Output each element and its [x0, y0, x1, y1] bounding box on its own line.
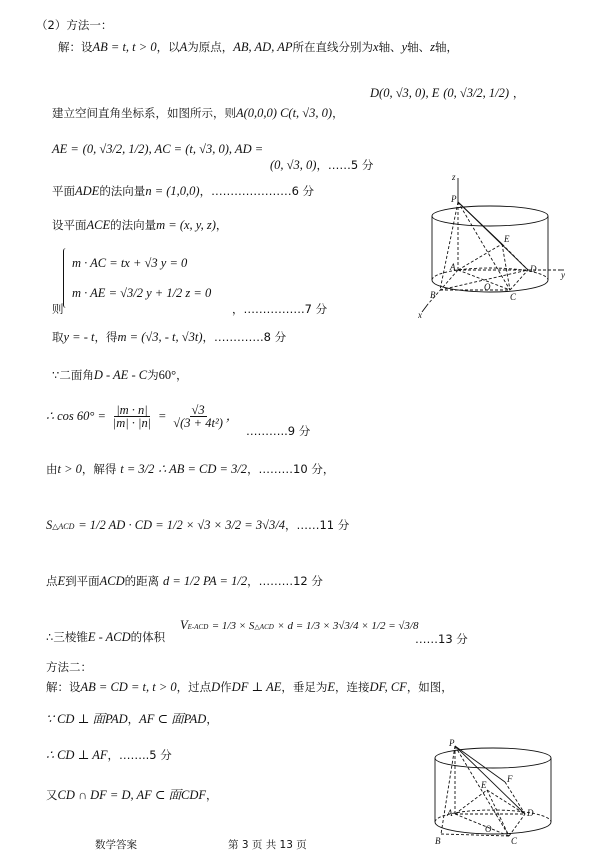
fig2-label: F [507, 774, 513, 784]
fig1-label: y [561, 270, 565, 280]
text: 的法向量 [99, 184, 146, 198]
text: 的距离 [124, 574, 160, 588]
method1-line10-score [246, 424, 310, 438]
text: 的法向量 [110, 218, 157, 232]
formula: ACE [86, 218, 111, 232]
text: 平面 [52, 184, 75, 198]
method1-line9 [52, 368, 188, 382]
fraction: $\frac{|m \cdot n|}{|m| \cdot |n|}$ [112, 403, 152, 430]
formula: S [46, 518, 53, 532]
method1-line5 [52, 184, 314, 198]
text: 轴， [435, 40, 458, 54]
formula: z [430, 40, 435, 54]
fig2-label: D [527, 808, 534, 818]
text: 取 [52, 330, 64, 344]
score-mark: ，……5 分 [316, 158, 374, 172]
fig2-label: A [447, 808, 453, 818]
formula: y = - t [63, 330, 95, 344]
fig1-label: P [451, 194, 457, 204]
method1-line13 [46, 574, 323, 588]
method1-line2 [370, 86, 524, 100]
text: ∵二面角 [52, 368, 94, 382]
method1-line4 [52, 142, 263, 156]
formula: = 1/3 × S [211, 620, 255, 632]
method1-system-eq1 [72, 256, 187, 270]
text: 作 [220, 680, 232, 694]
text: 又 [46, 788, 58, 802]
method2-line4 [46, 788, 218, 802]
formula: D(0, √3, 0), E [370, 86, 440, 100]
text: 设平面 [52, 218, 87, 232]
formula: m · AC = tx + √3 y = 0 [72, 256, 188, 270]
text: 点 [46, 574, 58, 588]
formula: ∴ AB = CD = 3/2 [158, 462, 248, 476]
method1-line11 [46, 462, 334, 476]
formula: ∴ cos 60° = [46, 409, 106, 423]
method2-line2 [46, 712, 218, 726]
formula: DF ⊥ AE [231, 680, 282, 694]
method1-system-eq2 [72, 286, 211, 300]
formula: AE = [52, 142, 79, 156]
formula: (0, √3, 0) [270, 158, 317, 172]
text: ，连接 [335, 680, 370, 694]
formula: D [211, 680, 221, 694]
formula: V [180, 618, 188, 632]
text: 轴、 [378, 40, 402, 54]
fig1-label: B [430, 290, 436, 300]
formula: d = 1/2 PA = 1/2 [162, 574, 248, 588]
subscript: △ACD [254, 623, 274, 631]
formula: = 1/2 AD · CD = 1/2 × √3 × 3/2 = 3√3/4 [78, 518, 285, 532]
text: 解：设 [46, 680, 81, 694]
fig1-label: D [530, 264, 537, 274]
method1-line1 [58, 40, 458, 54]
formula: × d = 1/3 × 3√3/4 × 1/2 = √3/8 [277, 620, 419, 632]
text: ，以 [156, 40, 180, 54]
text: 则 [52, 302, 64, 316]
method2-line3 [46, 748, 172, 762]
formula: m = (√3, - t, √3t) [117, 330, 203, 344]
text: 轴、 [407, 40, 431, 54]
text: ， [206, 788, 218, 802]
method1-line8 [52, 330, 286, 344]
text: ，过点 [176, 680, 212, 694]
text: 建立空间直角坐标系，如图所示，则 [52, 106, 236, 120]
score-mark: ，………10 分， [247, 462, 335, 476]
fraction: $\frac{√3}{\text{√(3 + 4t²)}}$ [173, 403, 223, 430]
formula: D - AE - C [93, 368, 148, 382]
fig1-label: O [484, 282, 491, 292]
formula: E [57, 574, 66, 588]
formula: m = (x, y, z) [156, 218, 216, 232]
system-brace [63, 248, 66, 308]
fig2-label: O [485, 824, 492, 834]
method1-line6 [52, 218, 227, 232]
formula: , AC = (t, √3, 0), AD = [148, 142, 264, 156]
section-heading: （2）方法一： [36, 18, 113, 32]
formula: CD ∩ DF = D, AF ⊂ 面CDF [57, 788, 207, 802]
formula: (0, √3/2, 1/2) [443, 86, 510, 100]
fig2-label: P [449, 738, 455, 748]
formula: ACD [99, 574, 125, 588]
text: ，垂足为 [281, 680, 328, 694]
fig2-label: B [435, 836, 441, 846]
text: ∴三棱锥 [46, 630, 88, 644]
formula: E - ACD [87, 630, 131, 644]
formula: AB = CD = t, t > 0 [80, 680, 177, 694]
method1-line14-score [415, 632, 468, 646]
fig1-label: E [504, 234, 510, 244]
formula: ， [225, 409, 239, 423]
text: 由 [46, 462, 58, 476]
method1-line3 [52, 106, 344, 120]
formula: AB, AD, AP [233, 40, 293, 54]
score-mark: ，………12 分 [247, 574, 323, 588]
fig2-label: C [511, 836, 518, 846]
figure-cylinder-2 [425, 738, 560, 846]
fig1-label: C [510, 292, 517, 302]
formula: ADE [75, 184, 100, 198]
subscript: E-ACD [187, 623, 209, 631]
footer-page-number: 第 3 页 共 13 页 [228, 839, 307, 851]
fig1-label: z [452, 172, 456, 182]
score-mark: ………..9 分 [246, 424, 311, 438]
text: ， [206, 712, 218, 726]
score-mark: ……13 分 [415, 632, 468, 646]
formula: x [373, 40, 379, 54]
text: 所在直线分别为 [292, 40, 373, 54]
method1-line4b [270, 158, 373, 172]
method1-line7-score [232, 302, 327, 316]
formula: ∵ CD ⊥ 面PAD [46, 712, 128, 726]
score-mark: ，…………………6 分 [199, 184, 315, 198]
subscript: △ACD [52, 522, 75, 531]
formula: A [179, 40, 188, 54]
figure-cylinder-1 [418, 172, 568, 320]
text: ， [215, 218, 228, 232]
fig2-label: E [481, 780, 487, 790]
fig1-label: x [418, 310, 422, 320]
method1-line7 [52, 302, 64, 316]
formula: A(0,0,0) C(t, √3, 0) [236, 106, 333, 120]
text: ，如图， [406, 680, 453, 694]
formula: t = 3/2 [120, 462, 155, 476]
formula: ∴ CD ⊥ AF [46, 748, 108, 762]
score-mark: ，…………….7 分 [232, 302, 328, 316]
formula: = [158, 409, 167, 423]
score-mark: ，………….8 分 [202, 330, 287, 344]
formula: 60° [158, 368, 177, 382]
formula: E [327, 680, 336, 694]
formula: DF, CF [369, 680, 407, 694]
footer-subject: 数学答案 [95, 839, 137, 851]
formula: m · AE = √3/2 y + 1/2 z = 0 [72, 286, 212, 300]
text: 解：设 [58, 40, 93, 54]
formula: (0, √3/2, 1/2) [82, 142, 149, 156]
method2-line1 [46, 680, 453, 694]
score-mark: ，……..5 分 [107, 748, 172, 762]
text: 的体积 [130, 630, 166, 644]
formula: AB = t, t > 0 [92, 40, 157, 54]
formula: n = (1,0,0) [145, 184, 200, 198]
formula: t > 0 [57, 462, 82, 476]
method1-line10 [46, 404, 238, 429]
text: ， [332, 106, 344, 120]
text: 为原点， [187, 40, 234, 54]
score-mark: ，……11 分 [284, 518, 350, 532]
formula: y [401, 40, 408, 54]
fig1-label: A [450, 262, 456, 272]
text: 为 [147, 368, 159, 382]
text: ，解得 [81, 462, 117, 476]
text: ， [176, 368, 188, 382]
text: ， [127, 712, 140, 726]
method1-line14 [46, 630, 165, 644]
method1-line12 [46, 518, 349, 534]
method2-heading: 方法二： [46, 660, 92, 674]
method1-volume [180, 618, 418, 634]
text: ， [512, 86, 525, 100]
formula: AF ⊂ 面PAD [139, 712, 207, 726]
text: 到平面 [65, 574, 100, 588]
text: ，得 [94, 330, 118, 344]
